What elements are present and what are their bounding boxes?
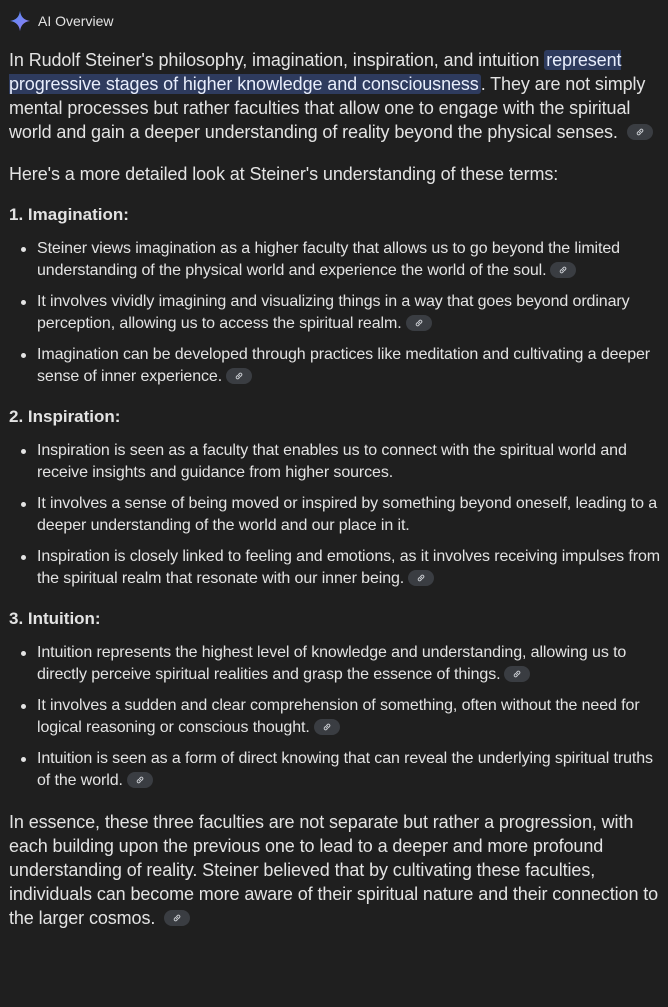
link-icon [416, 573, 426, 583]
list-item [9, 493, 660, 537]
link-icon [635, 127, 645, 137]
list-item-text: It involves vividly imagining and visualizing things in a way that goes beyond ordinary perception, allowing us to access the spiritual realm. [37, 293, 630, 332]
list-item [9, 642, 660, 686]
list-item-text: Imagination can be developed through practices like meditation and cultivating a deeper sense of inner experience. [37, 346, 651, 385]
source-link-chip[interactable] [127, 772, 153, 788]
section-heading-imagination: 1. Imagination: [9, 205, 129, 224]
list-item-text: It involves a sense of being moved or inspired by something beyond oneself, leading to a deeper understanding of the world and our place in it. [37, 495, 658, 534]
intro-highlight[interactable]: represent progressive stages of higher knowledge and consciousness [9, 50, 622, 94]
link-icon [414, 318, 424, 328]
list-item [9, 440, 660, 484]
intro-paragraph [9, 48, 660, 144]
imagination-list [9, 238, 660, 388]
conclusion-text: In essence, these three faculties are not separate but rather a progression, with each building upon the previous one to lead to a deeper and more profound understanding of reality. Steiner believed that by cultivating these faculties, individuals can become more aware of their spiritual nature and their connection to the larger cosmos. [9, 812, 659, 928]
intro-text-before: In Rudolf Steiner's philosophy, imagination, inspiration, and intuition [9, 50, 545, 70]
source-link-chip[interactable] [406, 315, 432, 331]
list-item-text: Intuition represents the highest level of knowledge and understanding, allowing us to directly perceive spiritual realities and grasp the essence of things. [37, 644, 627, 683]
list-item-text: Intuition is seen as a form of direct knowing that can reveal the underlying spiritual truths of the world. [37, 750, 653, 789]
list-item [9, 291, 660, 335]
section-heading-inspiration: 2. Inspiration: [9, 407, 121, 426]
inspiration-list [9, 440, 660, 590]
list-item [9, 344, 660, 388]
link-icon [172, 913, 182, 923]
ai-overview-header [9, 8, 660, 34]
section-heading-intuition: 3. Intuition: [9, 609, 101, 628]
link-icon [512, 669, 522, 679]
list-item [9, 748, 660, 792]
source-link-chip[interactable] [550, 262, 576, 278]
link-icon [135, 775, 145, 785]
list-item-text: It involves a sudden and clear comprehension of something, often without the need for logical reasoning or conscious thought. [37, 697, 640, 736]
list-item-text: Inspiration is seen as a faculty that enables us to connect with the spiritual world and receive insights and guidance from higher sources. [37, 442, 627, 481]
link-icon [234, 371, 244, 381]
source-link-chip[interactable] [627, 124, 653, 140]
list-item [9, 238, 660, 282]
conclusion-paragraph [9, 810, 660, 930]
source-link-chip[interactable] [164, 910, 190, 926]
ai-overview-title: AI Overview [38, 13, 114, 29]
list-item [9, 546, 660, 590]
list-item-text: Inspiration is closely linked to feeling and emotions, as it involves receiving impulses from the spiritual realm that resonate with our inner being. [37, 548, 660, 587]
source-link-chip[interactable] [226, 368, 252, 384]
intuition-list [9, 642, 660, 792]
source-link-chip[interactable] [504, 666, 530, 682]
intro-text-after: . They are not simply mental processes but rather faculties that allow one to engage with the spiritual world and gain a deeper understanding of reality beyond the physical senses. [9, 74, 646, 142]
list-item [9, 695, 660, 739]
source-link-chip[interactable] [314, 719, 340, 735]
gemini-spark-icon [9, 10, 31, 32]
link-icon [322, 722, 332, 732]
link-icon [558, 265, 568, 275]
list-item-text: Steiner views imagination as a higher faculty that allows us to go beyond the limited understanding of the physical world and experience the world of the soul. [37, 240, 620, 279]
lead-paragraph: Here's a more detailed look at Steiner's understanding of these terms: [9, 164, 559, 184]
source-link-chip[interactable] [408, 570, 434, 586]
